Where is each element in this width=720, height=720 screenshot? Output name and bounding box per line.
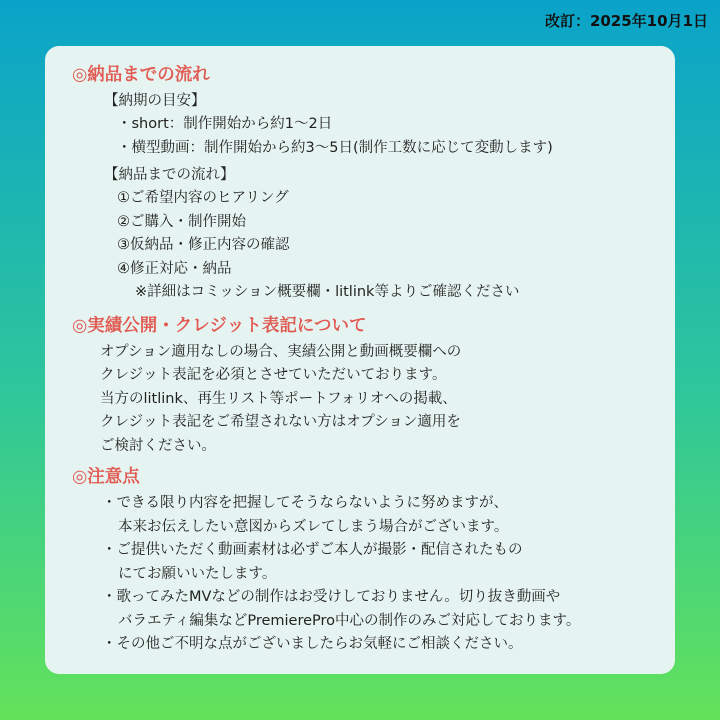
credit-line: ご検討ください。 <box>100 437 216 454</box>
info-card <box>45 46 675 674</box>
flow-step: ③仮納品・修正内容の確認 <box>117 237 290 253</box>
revision-date: 改訂：2025年10月1日 <box>544 12 708 30</box>
flow-heading: 【納品までの流れ】 <box>104 167 235 183</box>
credit-section-title: ◎実績公開・クレジット表記について <box>72 315 367 336</box>
flow-note: ※詳細はコミッション概要欄・litlink等よりご確認ください <box>135 284 520 300</box>
note-item-continued: 本来お伝えしたい意図からズレてしまう場合がございます。 <box>118 518 509 535</box>
flow-step: ②ご購入・制作開始 <box>117 213 246 230</box>
schedule-item-short: ・short：制作開始から約1～2日 <box>117 116 333 132</box>
credit-line: クレジット表記をご希望されない方はオプション適用を <box>100 414 461 430</box>
schedule-item-landscape: ・横型動画：制作開始から約3～5日(制作工数に応じて変動します) <box>117 139 553 156</box>
flow-step: ①ご希望内容のヒアリング <box>117 190 289 206</box>
note-item-continued: にてお願いいたします。 <box>118 565 277 582</box>
note-item: ・その他ご不明な点がございましたらお気軽にご相談ください。 <box>102 636 523 652</box>
note-item: ・ご提供いただく動画素材は必ずご本人が撮影・配信されたもの <box>102 542 523 558</box>
credit-line: オプション適用なしの場合、実績公開と動画概要欄への <box>100 343 462 360</box>
note-item: ・できる限り内容を把握してそうならないように努めますが、 <box>102 495 508 511</box>
note-item-continued: バラエティ編集などPremierePro中心の制作のみご対応しております。 <box>118 612 581 629</box>
schedule-heading: 【納期の目安】 <box>104 93 206 109</box>
credit-line: クレジット表記を必須とさせていただいております。 <box>100 367 447 383</box>
credit-line: 当方のlitlink、再生リスト等ポートフォリオへの掲載、 <box>100 390 457 407</box>
note-item: ・歌ってみたMVなどの制作はお受けしておりません。切り抜き動画や <box>102 589 561 605</box>
notes-section-title: ◎注意点 <box>72 467 140 487</box>
flow-step: ④修正対応・納品 <box>117 260 232 277</box>
delivery-section-title: ◎納品までの流れ <box>72 65 210 85</box>
